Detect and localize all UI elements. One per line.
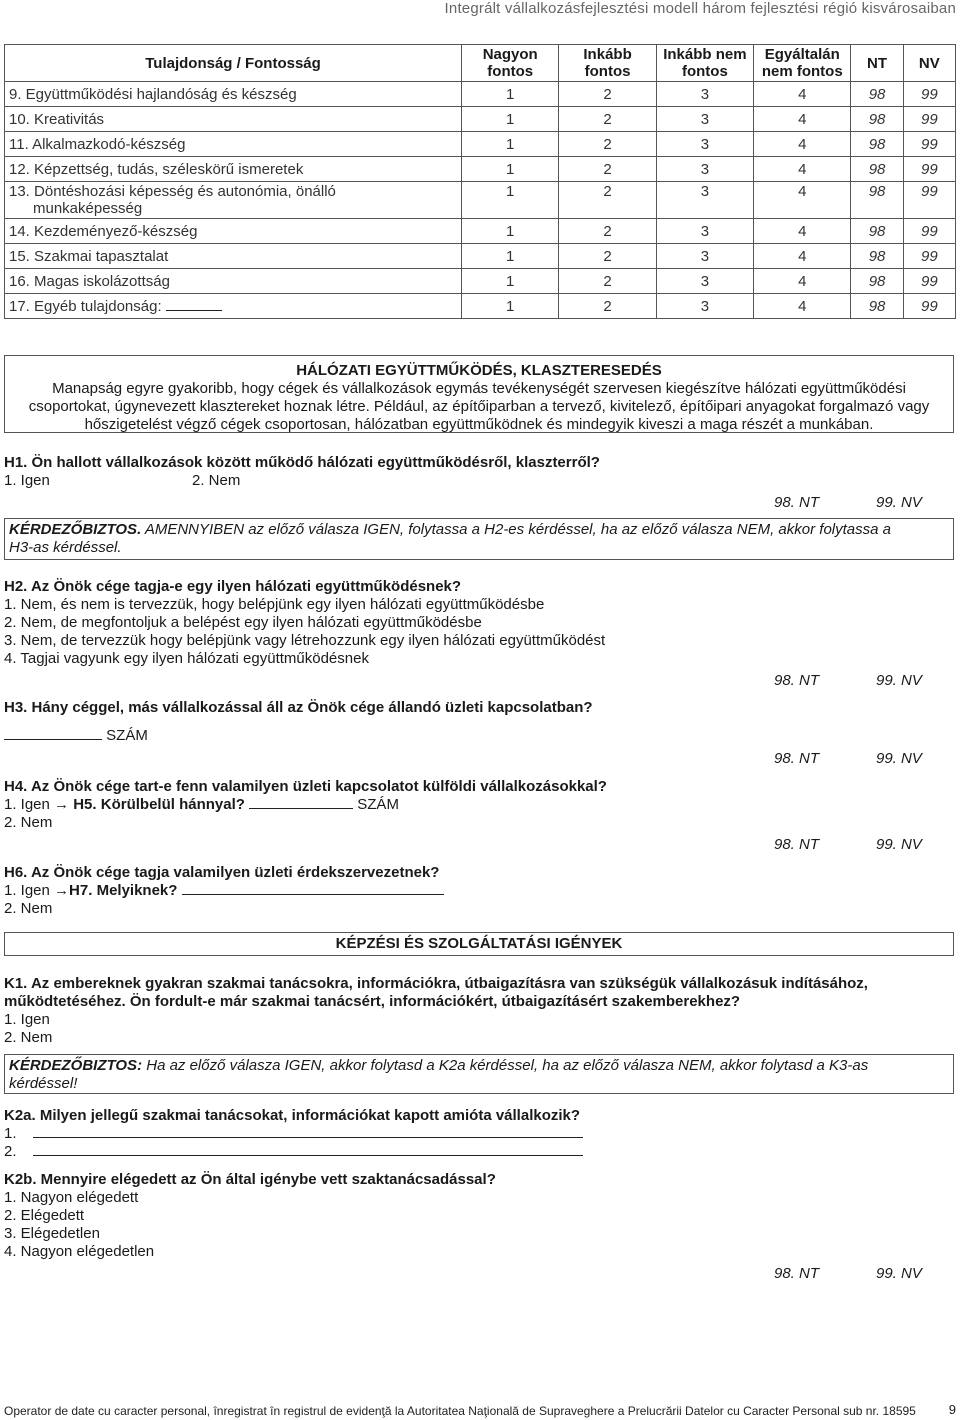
h3-nt-option[interactable]: 98. NT bbox=[774, 750, 820, 767]
table-row: 11. Alkalmazkodó-készség 1 2 3 4 98 99 bbox=[5, 132, 956, 157]
question-k1-line-1: K1. Az embereknek gyakran szakmai tanácsokra, információkra, útbaigazításra van szükségük vállalkozásuk indításához, bbox=[4, 975, 868, 992]
question-h4: H4. Az Önök cége tart-e fenn valamilyen üzleti kapcsolatot külföldi vállalkozásokkal? bbox=[4, 778, 607, 795]
h4-answer-1[interactable]: 1. Igen → H5. Körülbelül hánnyal? SZÁM bbox=[4, 796, 399, 813]
h2-nv-option[interactable]: 99. NV bbox=[876, 672, 922, 689]
table-row: 17. Egyéb tulajdonság: 1 2 3 4 98 99 bbox=[5, 294, 956, 319]
question-h2: H2. Az Önök cége tagja-e egy ilyen hálózati együttműködésnek? bbox=[4, 578, 462, 595]
header-property: Tulajdonság / Fontosság bbox=[5, 45, 462, 82]
h4-nt-option[interactable]: 98. NT bbox=[774, 836, 820, 853]
question-k2a: K2a. Milyen jellegű szakmai tanácsokat, információkat kapott amióta vállalkozik? bbox=[4, 1107, 581, 1124]
table-row: 14. Kezdeményező-készség 1 2 3 4 98 99 bbox=[5, 219, 956, 244]
h1-answer-1[interactable]: 1. Igen bbox=[4, 472, 50, 489]
network-intro-line-3: hőszigetelést végző cégek csoportosan, hálózatban együttműködnek és mindegyik kiveszi a maga részét a munkában. bbox=[84, 416, 874, 433]
header-not-important: Egyáltalán nem fontos bbox=[754, 45, 851, 82]
table-row: 12. Képzettség, tudás, széleskörű ismeretek 1 2 3 4 98 99 bbox=[5, 157, 956, 182]
importance-table bbox=[4, 44, 956, 319]
footer-legal-note: Operator de date cu caracter personal, înregistrat în registrul de evidenţă la Autoritatea Naţională de Supraveghere a Prelucrării Datelor cu Caracter Personal sub nr. 18595 bbox=[4, 1404, 916, 1418]
h2-answer-2[interactable]: 2. Nem, de megfontoljuk a belépést egy ilyen hálózati együttműködésbe bbox=[4, 614, 482, 631]
h2-answer-1[interactable]: 1. Nem, és nem is tervezzük, hogy belépjünk egy ilyen hálózati együttműködésbe bbox=[4, 596, 545, 613]
h3-nv-option[interactable]: 99. NV bbox=[876, 750, 922, 767]
table-row: 16. Magas iskolázottság 1 2 3 4 98 99 bbox=[5, 269, 956, 294]
network-intro-line-2: csoportokat, úgynevezett klasztereket hoznak létre. Például, az építőiparban a tervező, kivitelező, építőipari anyagokat forgalmazó vagy bbox=[28, 398, 930, 415]
h1-answer-2[interactable]: 2. Nem bbox=[192, 472, 241, 489]
k2a-answer-2: 2. bbox=[4, 1143, 583, 1161]
header-very-important: Nagyon fontos bbox=[462, 45, 559, 82]
table-row: 9. Együttműködési hajlandóság és készség 1 2 3 4 98 99 bbox=[5, 82, 956, 107]
table-row: 13. Döntéshozási képesség és autonómia, önálló munkaképesség 1 2 3 4 98 99 bbox=[5, 182, 956, 219]
header-nt: NT bbox=[851, 45, 903, 82]
k2b-answer-1[interactable]: 1. Nagyon elégedett bbox=[4, 1189, 139, 1206]
k2a-answer-1: 1. bbox=[4, 1125, 583, 1143]
training-section-box bbox=[4, 932, 954, 956]
question-k2b: K2b. Mennyire elégedett az Ön által igénybe vett szaktanácsadással? bbox=[4, 1171, 496, 1188]
other-property-blank[interactable] bbox=[166, 309, 222, 311]
question-h6: H6. Az Önök cége tagja valamilyen üzleti érdekszervezetnek? bbox=[4, 864, 440, 881]
k2b-nv-option[interactable]: 99. NV bbox=[876, 1265, 922, 1282]
network-section-box bbox=[4, 355, 954, 433]
table-header-row bbox=[5, 45, 956, 82]
k1-answer-2[interactable]: 2. Nem bbox=[4, 1029, 53, 1046]
training-section-title: KÉPZÉSI ÉS SZOLGÁLTATÁSI IGÉNYEK bbox=[335, 935, 623, 952]
k1-answer-1[interactable]: 1. Igen bbox=[4, 1011, 50, 1028]
network-intro-line-1: Manapság egyre gyakoribb, hogy cégek és vállalkozások egymás tevékenységét szervesen kiegészítve hálózati együttműködési bbox=[52, 380, 906, 397]
h3-number-blank[interactable] bbox=[4, 738, 102, 740]
k2b-answer-4[interactable]: 4. Nagyon elégedetlen bbox=[4, 1243, 155, 1260]
running-header: Integrált vállalkozásfejlesztési modell három fejlesztési régió kisvárosaiban bbox=[444, 0, 956, 17]
h1-nv-option[interactable]: 99. NV bbox=[876, 494, 922, 511]
k2b-nt-option[interactable]: 98. NT bbox=[774, 1265, 820, 1282]
h6-answer-2[interactable]: 2. Nem bbox=[4, 900, 53, 917]
arrow-icon: → bbox=[54, 796, 70, 813]
header-nv: NV bbox=[903, 45, 955, 82]
interviewer-note-2: KÉRDEZŐBIZTOS: Ha az előző válasza IGEN, akkor folytasd a K2a kérdéssel, ha az előző válasza NEM, akkor folytasd a K3-as kérdéssel! bbox=[4, 1054, 954, 1094]
question-h3: H3. Hány céggel, más vállalkozással áll az Önök cége állandó üzleti kapcsolatban? bbox=[4, 699, 593, 716]
h2-nt-option[interactable]: 98. NT bbox=[774, 672, 820, 689]
h7-name-blank[interactable] bbox=[182, 893, 444, 895]
k2b-answer-3[interactable]: 3. Elégedetlen bbox=[4, 1225, 100, 1242]
h1-nt-option[interactable]: 98. NT bbox=[774, 494, 820, 511]
question-h1: H1. Ön hallott vállalkozások között működő hálózati együttműködésről, klaszterről? bbox=[4, 454, 600, 471]
arrow-icon: → bbox=[54, 882, 70, 899]
question-k1-line-2: működtetéséhez. Ön fordult-e már szakmai tanácsért, információkért, útbaigazításért szakemberekhez? bbox=[4, 993, 741, 1010]
h4-answer-2[interactable]: 2. Nem bbox=[4, 814, 53, 831]
table-row: 10. Kreativitás 1 2 3 4 98 99 bbox=[5, 107, 956, 132]
interviewer-note-1: KÉRDEZŐBIZTOS. AMENNYIBEN az előző válasza IGEN, folytassa a H2-es kérdéssel, ha az előző válasza NEM, akkor folytassa a H3-as kérdéssel. bbox=[4, 518, 954, 560]
k2a-blank-1[interactable] bbox=[33, 1136, 583, 1138]
header-rather-not-important: Inkább nem fontos bbox=[656, 45, 753, 82]
network-section-title: HÁLÓZATI EGYÜTTMŰKÖDÉS, KLASZTERESEDÉS bbox=[296, 362, 662, 379]
h3-answer: SZÁM bbox=[4, 727, 148, 745]
header-rather-important: Inkább fontos bbox=[559, 45, 656, 82]
h6-answer-1[interactable]: 1. Igen →H7. Melyiknek? bbox=[4, 882, 444, 900]
page-number: 9 bbox=[948, 1402, 956, 1417]
h4-nv-option[interactable]: 99. NV bbox=[876, 836, 922, 853]
h2-answer-4[interactable]: 4. Tagjai vagyunk egy ilyen hálózati együttműködésnek bbox=[4, 650, 369, 667]
k2b-answer-2[interactable]: 2. Elégedett bbox=[4, 1207, 85, 1224]
table-row: 15. Szakmai tapasztalat 1 2 3 4 98 99 bbox=[5, 244, 956, 269]
k2a-blank-2[interactable] bbox=[33, 1154, 583, 1156]
h2-answer-3[interactable]: 3. Nem, de tervezzük hogy belépjünk vagy létrehozzunk egy ilyen hálózati együttműködést bbox=[4, 632, 606, 649]
h5-number-blank[interactable] bbox=[249, 807, 353, 809]
